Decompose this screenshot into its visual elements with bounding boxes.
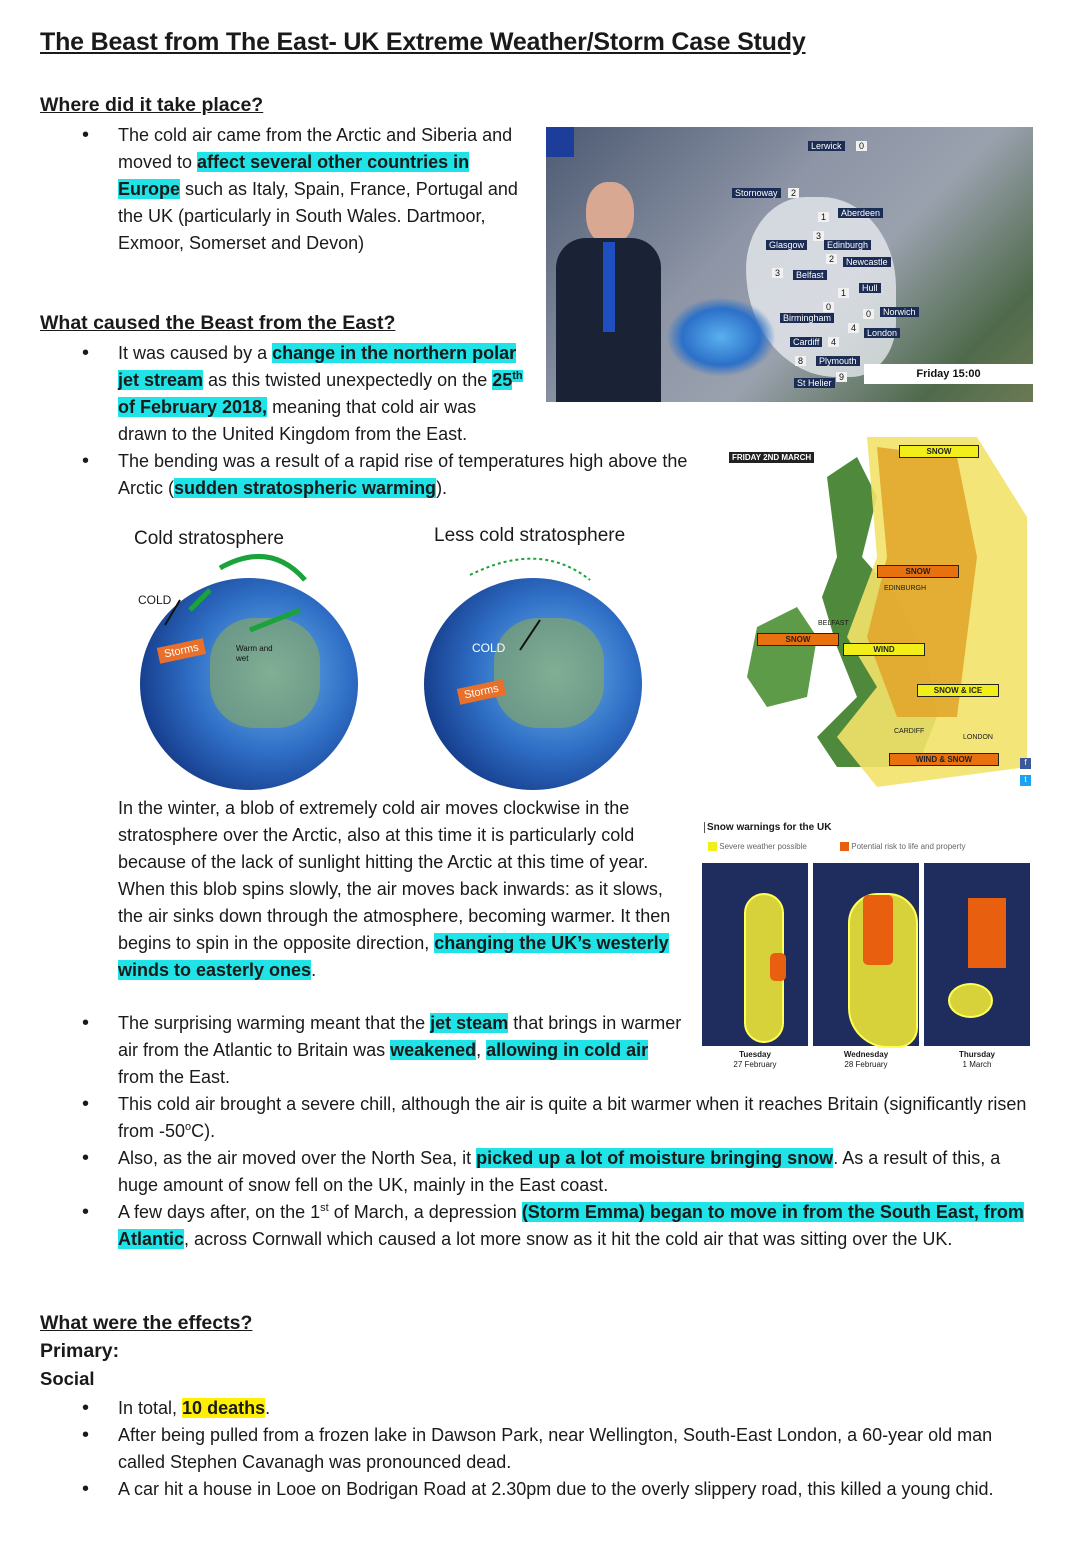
list-jet-stream: [40, 1010, 688, 1091]
highlighted-text: (Storm Emma) began to move in from the South East, from Atlantic: [118, 1202, 1024, 1249]
highlighted-text: picked up a lot of moisture bringing snow: [476, 1148, 834, 1168]
text-segment: It was caused by a: [118, 343, 273, 363]
text-segment: ).: [436, 478, 448, 498]
text-segment: st: [320, 1202, 329, 1214]
facebook-icon[interactable]: f: [1020, 758, 1031, 769]
storms-arrow-right: Storms: [457, 679, 506, 704]
bullet-item: [40, 122, 525, 257]
highlighted-text: affect several other countries in Europe: [118, 152, 470, 199]
weather-warning-map: FRIDAY 2ND MARCH SNOW SNOW SNOW WIND SNOW & ICE WIND & SNOW EDINBURGH BELFAST CARDIFF LONDON f t: [727, 437, 1033, 793]
text-segment: ,: [476, 1040, 487, 1060]
map-thursday: [924, 863, 1030, 1046]
text-segment: .: [311, 960, 317, 980]
twitter-icon[interactable]: t: [1020, 775, 1031, 786]
heading-where: Where did it take place?: [40, 94, 264, 116]
highlighted-text: weakened: [390, 1040, 477, 1060]
heading-effects: What were the effects?: [40, 1312, 253, 1334]
stratosphere-paragraph: [118, 795, 688, 984]
map-date: FRIDAY 2ND MARCH: [729, 452, 814, 463]
text-segment: The bending was a result of a rapid rise of temperatures high above the Arctic (: [118, 451, 688, 498]
left-globe-title: Cold stratosphere: [134, 528, 284, 549]
text-segment: After being pulled from a frozen lake in Dawson Park, near Wellington, South-East London, a 60-year old man called Stephen Cavanagh was pronounced dead.: [118, 1425, 993, 1472]
list-social-effects: [40, 1395, 1040, 1503]
weather-forecast-image: Lerwick 0 Stornoway 2 1 Aberdeen 3 Edinburgh Glasgow 2 Newcastle 3 Belfast 1 Hull 0 Norwich 0 Birmingham 4 London Cardiff 4 8 Plymouth 9 St Helier Friday 15:00: [546, 127, 1033, 402]
heading-social: Social: [40, 1368, 95, 1389]
highlighted-text: change in the northern polar jet stream: [118, 343, 517, 390]
bullet-item: [40, 1422, 1040, 1476]
highlighted-text: 10 deaths: [182, 1398, 266, 1418]
text-segment: meaning that cold air was drawn to the United Kingdom from the East.: [118, 397, 477, 444]
text-segment: A few days after, on the 1: [118, 1202, 321, 1222]
text-segment: In the winter, a blob of extremely cold air moves clockwise in the stratosphere over the Arctic, also at this time it is particularly cold because of the lack of sunlight hitting the Arctic at this time of year. When this blob spins slowly, the air moves back inwards: as it slows, the air sinks down through the atmosphere, becoming warmer. It then begins to spin in the opposite direction,: [118, 798, 671, 953]
text-segment: A car hit a house in Looe on Bodrigan Road at 2.30pm due to the overly slippery road, this killed a young chid.: [118, 1479, 994, 1499]
text-segment: such as Italy, Spain, France, Portugal and the UK (particularly in South Wales. Dartmoor, Exmoor, Somerset and Devon): [118, 179, 518, 253]
bullet-item: [40, 1476, 1040, 1503]
highlighted-text: th: [512, 370, 523, 382]
highlighted-text: of February 2018,: [118, 397, 268, 417]
map-wednesday: [813, 863, 919, 1046]
cold-label-right: COLD: [472, 641, 506, 655]
warm-wet-label: Warm and wet: [236, 644, 273, 663]
bullet-item: [40, 1145, 1040, 1199]
stratosphere-diagram: [120, 520, 680, 792]
highlighted-text: changing the UK’s westerly winds to easterly ones: [118, 933, 669, 980]
storms-arrow-left: Storms: [157, 638, 206, 663]
snow-warnings-chart: Snow warnings for the UK Severe weather possible Potential risk to life and property Tuesday 27 February Wednesday 28 February Thursday 1 March: [700, 818, 1036, 1074]
list-effects-air: [40, 1091, 1040, 1253]
text-segment: as this twisted unexpectedly on the: [203, 370, 493, 390]
text-segment: C).: [191, 1121, 216, 1141]
text-segment: .: [265, 1398, 271, 1418]
presenter: [556, 182, 661, 402]
text-segment: This cold air brought a severe chill, although the air is quite a bit warmer when it reaches Britain (significantly risen from -50: [118, 1094, 1027, 1141]
cold-label-left: COLD: [138, 593, 172, 607]
text-segment: In total,: [118, 1398, 183, 1418]
highlighted-text: 25: [492, 370, 513, 390]
text-segment: , across Cornwall which caused a lot more snow as it hit the cold air that was sitting over the UK.: [184, 1229, 953, 1249]
text-segment: o: [185, 1121, 192, 1133]
right-globe-title: Less cold stratosphere: [434, 525, 626, 546]
bullet-item: [40, 1395, 1040, 1422]
bullet-item: [40, 1199, 1040, 1253]
text-segment: of March, a depression: [328, 1202, 522, 1222]
text-segment: . As a result of this, a huge amount of snow fell on the UK, mainly in the East coast.: [118, 1148, 1001, 1195]
bullet-item: [40, 1091, 1040, 1145]
text-segment: The surprising warming meant that the: [118, 1013, 431, 1033]
bullet-item: [40, 1010, 688, 1091]
forecast-time: Friday 15:00: [864, 364, 1033, 384]
bullet-item: [40, 448, 690, 502]
text-segment: from the East.: [118, 1067, 231, 1087]
text-segment: The cold air came from the Arctic and Siberia and moved to: [118, 125, 513, 172]
heading-primary: Primary:: [40, 1340, 120, 1362]
highlighted-text: sudden stratospheric warming: [174, 478, 437, 498]
page-title: The Beast from The East- UK Extreme Weather/Storm Case Study: [40, 28, 806, 56]
highlighted-text: allowing in cold air: [486, 1040, 649, 1060]
heading-causes: What caused the Beast from the East?: [40, 312, 396, 334]
text-segment: Also, as the air moved over the North Sea, it: [118, 1148, 477, 1168]
list-where: [40, 122, 525, 257]
map-tuesday: [702, 863, 808, 1046]
text-segment: that brings in warmer air from the Atlantic to Britain was: [118, 1013, 682, 1060]
highlighted-text: jet steam: [430, 1013, 509, 1033]
